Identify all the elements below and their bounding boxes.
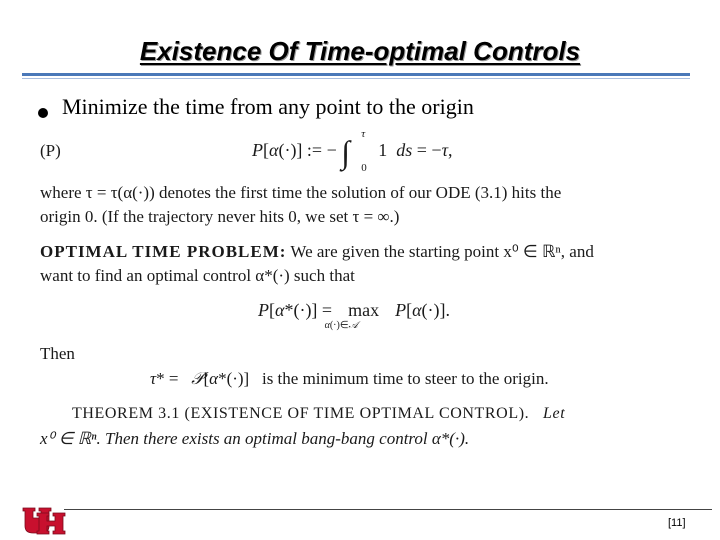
problem-heading: OPTIMAL TIME PROBLEM:: [40, 242, 287, 261]
title-rule: [22, 73, 690, 76]
definition-line-2: origin 0. (If the trajectory never hits 0, we set τ = ∞.): [40, 207, 400, 226]
problem-line-1: [40, 242, 594, 262]
university-logo: [22, 507, 66, 537]
title-rule-thin: [22, 78, 690, 79]
bullet-text: Minimize the time from any point to the origin: [62, 94, 474, 119]
tau-star-line: τ* = 𝒫[α*(·)] is the minimum time to steer to the origin.: [150, 369, 549, 388]
bullet-dot: [38, 108, 48, 118]
theorem-let: Let: [543, 405, 566, 422]
optimality-equation: P[α*(·)] = max α(·)∈𝒜 P[α(·)].: [258, 300, 451, 331]
problem-line-1-rest: We are given the starting point x⁰ ∈ ℝⁿ, and: [290, 242, 594, 261]
footer-rule: [64, 509, 712, 510]
theorem-line-1: [72, 405, 565, 423]
page-number: [11]: [668, 517, 686, 529]
tau-sentence: is the minimum time to steer to the origin.: [261, 369, 549, 388]
slide-title: Existence Of Time-optimal Controls: [139, 36, 581, 66]
problem-line-2: want to find an optimal control α*(·) such that: [40, 266, 355, 285]
cost-functional-equation: P[α(·)] := − ∫ τ 0 1 ds = −τ,: [252, 127, 453, 174]
theorem-heading: THEOREM 3.1 (EXISTENCE OF TIME OPTIMAL CONTROL).: [72, 405, 530, 422]
theorem-line-2: x⁰ ∈ ℝⁿ. Then there exists an optimal bang-bang control α*(·).: [40, 429, 470, 448]
equation-label: (P): [40, 141, 61, 160]
definition-line-1: where τ = τ(α(·)) denotes the first time the solution of our ODE (3.1) hits the: [40, 183, 562, 202]
then-label: Then: [40, 344, 75, 363]
